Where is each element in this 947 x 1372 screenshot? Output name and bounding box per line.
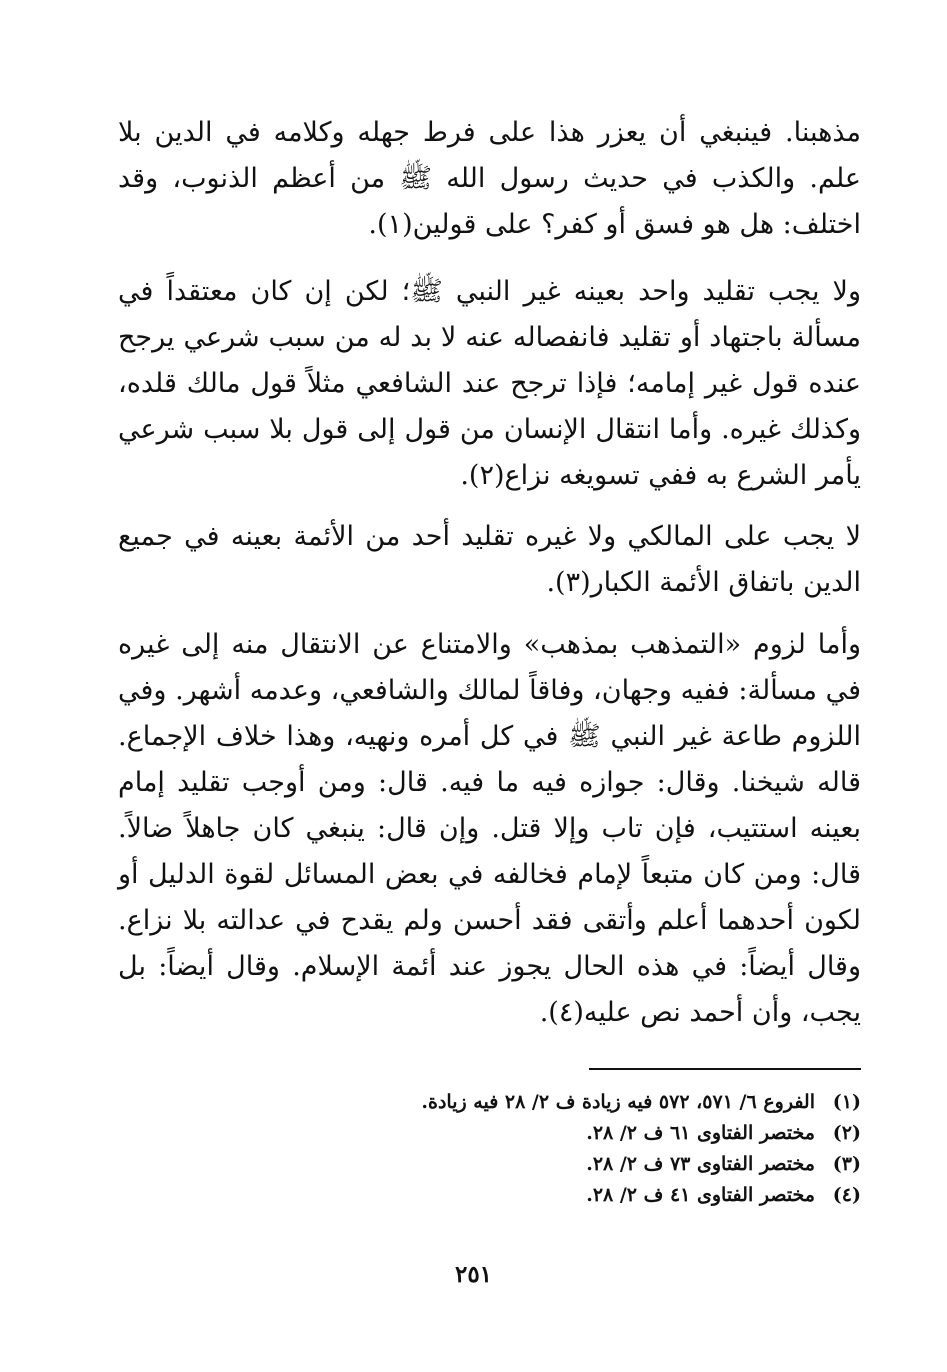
footnote-text: مختصر الفتاوى ٧٣ ف ٢/ ٢٨. <box>586 1153 815 1175</box>
footnote-number: (٣) <box>832 1153 861 1175</box>
page-number: ٢٥١ <box>454 1261 493 1288</box>
footnote-number: (٤) <box>832 1184 861 1206</box>
paragraph-text: ولا يجب تقليد واحد بعينه غير النبي ﷺ؛ لكن إن كان معتقداً في مسألة باجتهاد أو تقليد فانفصاله عنه لا بد له من سبب شرعي يرجح عنده قول غير إمامه؛ فإذا ترجح عند الشافعي مثلاً قول مالك قلده، وكذلك غيره. وأما انتقال الإنسان من قول إلى قول بلا سبب شرعي يأمر الشرع به ففي تسويغه نزاع(٢). <box>118 276 861 491</box>
footnote-3 <box>118 1149 861 1180</box>
footnote-text: الفروع ٦/ ٥٧١، ٥٧٢ فيه زيادة ف ٢/ ٢٨ فيه زيادة. <box>421 1091 815 1113</box>
paragraph-text: مذهبنا. فينبغي أن يعزر هذا على فرط جهله وكلامه في الدين بلا علم. والكذب في حديث رسول الله ﷺ من أعظم الذنوب، وقد اختلف: هل هو فسق أو كفر؟ على قولين(١). <box>118 117 861 240</box>
paragraph-2 <box>118 269 861 499</box>
footnote-number: (٢) <box>832 1122 861 1144</box>
footnote-4 <box>118 1180 861 1211</box>
footnote-2 <box>118 1118 861 1149</box>
footnotes <box>118 1087 861 1211</box>
footnote-divider <box>589 1068 861 1070</box>
paragraph-text: وأما لزوم «التمذهب بمذهب» والامتناع عن الانتقال منه إلى غيره في مسألة: ففيه وجهان، وفاقاً لمالك والشافعي، وعدمه أشهر. وفي اللزوم طاعة غير النبي ﷺ في كل أمره ونهيه، وهذا خلاف الإجماع. قاله شيخنا. وقال: جوازه فيه ما فيه. قال: ومن أوجب تقليد إمام بعينه استتيب، فإن تاب وإلا قتل. وإن قال: ينبغي كان جاهلاً ضالاً. قال: ومن كان متبعاً لإمام فخالفه في بعض المسائل لقوة الدليل أو لكون أحدهما أعلم وأتقى فقد أحسن ولم يقدح في عدالته بلا نزاع. وقال أيضاً: في هذه الحال يجوز عند أئمة الإسلام. وقال أيضاً: بل يجب، وأن أحمد نص عليه(٤). <box>118 629 861 1028</box>
paragraph-3 <box>118 514 861 606</box>
footnote-text: مختصر الفتاوى ٤١ ف ٢/ ٢٨. <box>586 1184 815 1206</box>
paragraph-text: لا يجب على المالكي ولا غيره تقليد أحد من الأئمة بعينه في جميع الدين باتفاق الأئمة الكبار(٣). <box>118 521 861 598</box>
paragraph-4 <box>118 622 861 1036</box>
footnote-text: مختصر الفتاوى ٦١ ف ٢/ ٢٨. <box>586 1122 815 1144</box>
footnote-1 <box>118 1087 861 1118</box>
paragraph-1 <box>118 110 861 248</box>
footnote-number: (١) <box>832 1091 861 1113</box>
